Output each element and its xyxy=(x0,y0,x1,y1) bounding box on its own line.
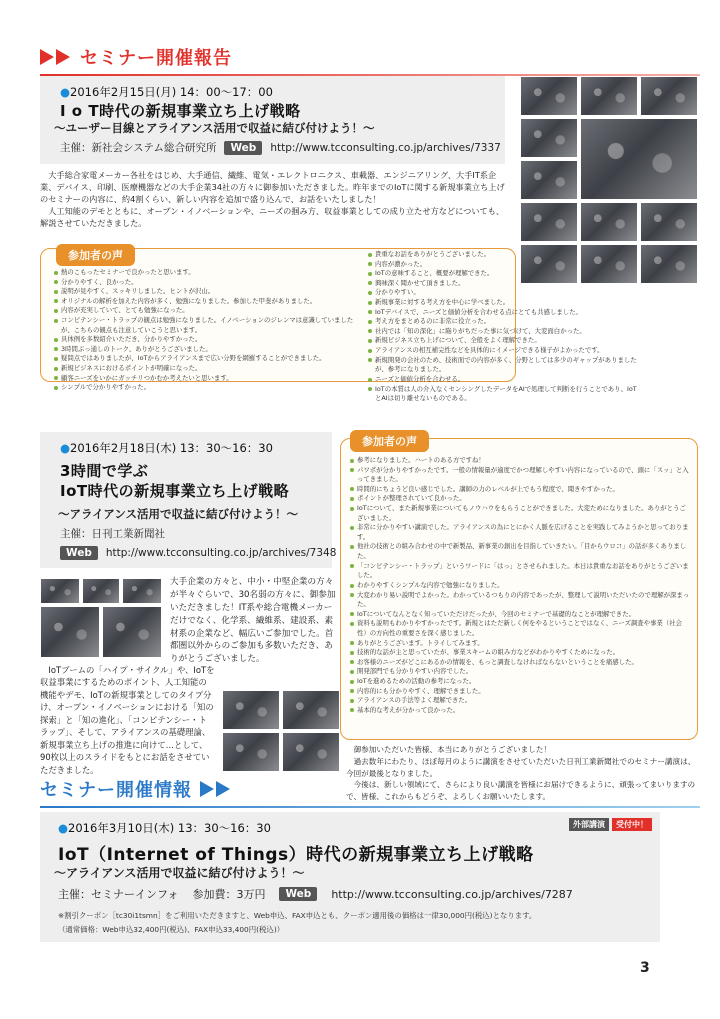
list-item: わかりやすくシンプルな内容で勉強になりました。 xyxy=(350,581,690,591)
list-item: ニーズと価値分析を合わせる。 xyxy=(368,375,638,385)
list-item: 時間的にちょうど良い感じでした。講師の力のレベルが上でもう程度で、聞きやすかった。 xyxy=(350,485,690,495)
event1-header-box xyxy=(40,76,505,164)
list-item: 開発部門でも分かりやすい内容でした。 xyxy=(350,667,690,677)
event-subtitle: ～ユーザー目線とアライアンス活用で収益に結び付けよう！～ xyxy=(54,121,375,135)
list-item: IoTについて、また新規事業についてもノウハウをもらうことができました。大変ためになりました。ありがとうございました。 xyxy=(350,504,690,523)
event2-body-right: 大手企業の方々と、中小・中堅企業の方々が半々ぐらいで、30名弱の方々に、御参加いただきました！IT系や総合電機メーカーだけでなく、化学系、繊維系、建設系、素材系の企業など、幅広いご参加でした。首都圏以外からのご参加も多数いただき、ありがとうございました。 xyxy=(170,577,336,665)
list-item: 分かりやすく、良かった。 xyxy=(54,278,354,288)
event-title-line1: 3時間で学ぶ xyxy=(60,462,149,480)
seminar-photo xyxy=(40,606,100,658)
external-tag: 外部講演 xyxy=(569,818,609,831)
list-item: 基本的な考えが分かって良かった。 xyxy=(350,706,690,716)
event2-photo-collage-2 xyxy=(222,690,342,774)
event1-voices-left xyxy=(54,268,354,393)
event-date: ●2016年2月15日(月) 14：00～17：00 xyxy=(60,85,273,99)
event2-header-box xyxy=(40,432,337,568)
arrow-icon xyxy=(200,781,214,797)
event-title: IoT（Internet of Things）時代の新規事業立ち上げ戦略 xyxy=(58,845,534,865)
bullet-icon: ● xyxy=(58,821,69,835)
event-host: 主催：日刊工業新聞社 xyxy=(60,528,165,540)
seminar-photo xyxy=(640,244,698,284)
list-item: 新規事業に対する考え方を中心に学べました。 xyxy=(368,298,638,308)
accepting-tag: 受付中！ xyxy=(612,818,652,831)
event1-body xyxy=(40,170,508,229)
event-title-line2: IoT時代の新規事業立ち上げ戦略 xyxy=(60,482,290,500)
event-url[interactable]: http://www.tcconsulting.co.jp/archives/7337 xyxy=(270,141,501,154)
seminar-photo xyxy=(122,578,162,604)
list-item: 新規ビジネス立ち上げについて、全般をよく理解できた。 xyxy=(368,336,638,346)
event3-box xyxy=(40,812,660,942)
price-note: （通常価格：Web申込32,400円(税込)、FAX申込33,400円(税込)） xyxy=(58,925,285,934)
list-item: コンピテンシー・トラップの観点は勉強になりました。イノベーションのジレンマは意識していましたが、こちらの観点も注意していこうと思います。 xyxy=(54,316,354,335)
list-item: 具体例を多数紹介いただき、分かりやすかった。 xyxy=(54,335,354,345)
seminar-photo xyxy=(520,118,578,158)
list-item: 新規開発の会社のため、技術面での内容が多く、分野としては多少のギャップがありましたが、参考になりました。 xyxy=(368,356,638,375)
voice-label: 参加者の声 xyxy=(56,244,135,266)
seminar-photo xyxy=(282,690,340,730)
list-item: 資料も説明もわかりやすかったです。新規とはただ新しく何をやるということではなく、ニーズ調査や事業（社会性）の方向性の重要さを深く感じました。 xyxy=(350,619,690,638)
seminar-photo xyxy=(640,76,698,116)
list-item: 顧客ニーズをいかにガッチリつかむか考えたいと思います。 xyxy=(54,374,354,384)
event-subtitle: ～アライアンス活用で収益に結び付けよう！～ xyxy=(58,507,299,521)
arrow-icon xyxy=(56,49,70,65)
list-item: IoTの本質は人の介入なくセンシングしたデータをAIで処理して判断を行うことであり、IoTとAIは切り離せないものである。 xyxy=(368,385,638,404)
list-item: 参考になりました。ハートのある方ですね！ xyxy=(350,456,690,466)
paragraph: 過去数年にわたり、ほぼ毎月のように講演をさせていただいた日刊工業新聞社でのセミナー講演は、今回が最後となりました。 xyxy=(346,756,696,778)
event-title: I o T時代の新規事業立ち上げ戦略 xyxy=(60,102,301,120)
list-item: 貴重なお話をありがとうございました。 xyxy=(368,250,638,260)
list-item: IoTについてなんとなく知っていただけだったが、今回のセミナーで基礎的なことが理解できた。 xyxy=(350,610,690,620)
list-item: IoTデバイスで、ニーズと価値分析を合わせる点にとても共感しました。 xyxy=(368,308,638,318)
bullet-icon: ● xyxy=(60,441,71,455)
section-title: セミナー開催報告 xyxy=(80,48,232,69)
seminar-photo xyxy=(520,160,578,200)
bullet-icon: ● xyxy=(60,85,71,99)
list-item: 「コンピテンシー・トラップ」というワードに「はっ」とさせられました。本日は貴重なお話をありがとうございました。 xyxy=(350,562,690,581)
paragraph: 人工知能のデモとともに、オープン・イノベーションや、ニーズの掴み方、収益事業としての成り立たせ方などについても、解説させていただきました。 xyxy=(40,205,505,228)
event2-voices xyxy=(350,456,690,715)
list-item: 大変わかり易い説明でよかった。わかっているつもりの内容であったが、整理して説明いただいたので理解が深まった。 xyxy=(350,591,690,610)
event-url[interactable]: http://www.tcconsulting.co.jp/archives/7287 xyxy=(331,887,573,901)
info-section-header xyxy=(40,776,700,808)
event3-tags xyxy=(569,818,652,831)
event-web xyxy=(60,546,336,560)
event-url[interactable]: http://www.tcconsulting.co.jp/archives/7348 xyxy=(105,547,337,559)
list-item: IoTを進めるための活動の参考になった。 xyxy=(350,677,690,687)
list-item: 社内では「知の深化」に陥りがちだった事に気づけて、大変面白かった。 xyxy=(368,327,638,337)
seminar-photo xyxy=(222,732,280,772)
event-date: ●2016年3月10日(木) 13：30～16：30 xyxy=(58,821,271,835)
seminar-photo xyxy=(40,578,80,604)
web-tag: Web xyxy=(224,141,262,155)
event1-voices-right xyxy=(368,250,638,404)
list-item: アライアンスの手法等よく理解できた。 xyxy=(350,696,690,706)
web-tag: Web xyxy=(279,887,317,901)
section-title: セミナー開催情報 xyxy=(40,780,192,801)
list-item: IoTの意味すること、概要が理解できた。 xyxy=(368,269,638,279)
list-item: ありがとうございます。トライしてみます。 xyxy=(350,639,690,649)
seminar-photo xyxy=(282,732,340,772)
list-item: 分かりやすい。 xyxy=(368,288,638,298)
seminar-photo xyxy=(580,76,638,116)
page-number: 3 xyxy=(640,960,650,976)
list-item: 疑問点ではありましたが、IoTからアライアンスまで広い分野を網羅することができました。 xyxy=(54,354,354,364)
list-item: 3時間ぶっ通しのトーク、ありがとうございました。 xyxy=(54,345,354,355)
seminar-photo xyxy=(580,118,698,200)
header-divider xyxy=(40,806,700,808)
list-item: 興味深く聞かせて頂きました。 xyxy=(368,279,638,289)
list-item: 考え方をまとめるのに非常に役立った。 xyxy=(368,317,638,327)
arrow-icon xyxy=(40,49,54,65)
web-tag: Web xyxy=(60,546,98,560)
voice-label: 参加者の声 xyxy=(350,430,429,452)
paragraph: 御参加いただいた皆様、本当にありがとうございました！ xyxy=(346,745,552,754)
list-item: 内容が充実していて、とても勉強になった。 xyxy=(54,306,354,316)
arrow-icon xyxy=(216,781,230,797)
event-subtitle: ～アライアンス活用で収益に結び付けよう！～ xyxy=(54,866,305,880)
event-fee: 参加費：3万円 xyxy=(192,888,266,901)
event2-photo-collage xyxy=(40,578,162,660)
seminar-photo xyxy=(520,76,578,116)
seminar-photo xyxy=(580,202,638,242)
paragraph: 今後は、新しい領域にて、さらにより良い講演を皆様にお届けできるように、頑張ってまいりますので、皆様、これからもどうぞ、よろしくお願いいたします。 xyxy=(346,780,696,802)
paragraph: 大手総合家電メーカー各社をはじめ、大手通信、繊維、電気・エレクトロニクス、車載器、エンジニアリング、大手IT系企業、デバイス、印刷、医療機器などの大手企業34社の方々に御参加いただきました。昨年までのIoTに関する新規事業立ち上げのセミナーの内容に、約4割くらい、新しい内容を追加で盛り込んで、お話をいたしました！ xyxy=(40,170,505,204)
list-item: アライアンスの相互補完性などを具体的にイメージできる様子がよかったです。 xyxy=(368,346,638,356)
seminar-photo xyxy=(102,606,162,658)
event-host: 主催：新社会システム総合研究所 Web http://www.tcconsulting.co.jp/archives/7337 xyxy=(60,141,501,154)
report-section-header xyxy=(40,44,700,76)
event2-body-full: IoTブームの「ハイプ・サイクル」や、IoTを収益事業にするためのポイント、人工知能の機能やデモ、IoTの新規事業としてのタイプ分け、オープン・イノベーションにおける「知の探索」と「知の進化」、「コンピテンシー・トラップ」、そして、アライアンスの基礎理論、新規事業立ち上げの推進に向けて…として、90枚以上のスライドをもとにお話をさせていただきました。 xyxy=(40,665,215,775)
list-item: 熱のこもったセミナーで良かったと思います。 xyxy=(54,268,354,278)
event-date: ●2016年2月18日(木) 13：30～16：30 xyxy=(60,441,273,455)
event-host: 主催：セミナーインフォ 参加費：3万円 Web http://www.tcconsulting.co.jp/archives/7287 xyxy=(58,887,573,901)
list-item: 非常に分かりやすい講演でした。アライアンスの為にとにかく人脈を広げることを実践してみようかと思っております。 xyxy=(350,523,690,542)
list-item: 他社の技術との組み合わせの中で新製品、新事業の創出を目指していきたい。「目からウロコ」の話が多くありました。 xyxy=(350,542,690,561)
coupon-note: ※割引クーポン［tc30i1tsmn］をご利用いただきますと、Web申込、FAX申込とも、クーポン適用後の価格は一律30,000円(税込)となります。 xyxy=(58,911,537,920)
list-item: 新規ビジネスにおけるポイントが明確になった。 xyxy=(54,364,354,374)
list-item: お客様のニーズがどこにあるかの情報を、もっと調査しなければならないということを痛感した。 xyxy=(350,658,690,668)
seminar-photo xyxy=(520,202,578,242)
seminar-photo xyxy=(222,690,280,730)
list-item: 内容的にも分かりやすく、理解できました。 xyxy=(350,687,690,697)
list-item: ポイントが整理されていて良かった。 xyxy=(350,494,690,504)
list-item: オリジナルの解析を加えた内容が多く、勉強になりました。参加した甲斐がありました。 xyxy=(54,297,354,307)
list-item: パワポが分かりやすかったです。一般の情報量が適度でかつ理解しやすい内容になっているので、頭に「スッ」と入ってきました。 xyxy=(350,466,690,485)
list-item: シンプルで分かりやすかった。 xyxy=(54,383,354,393)
list-item: 内容が濃かった。 xyxy=(368,260,638,270)
list-item: 説明が見やすく、スッキリしました。ヒントが沢山。 xyxy=(54,287,354,297)
list-item: 技術的な話が主と思っていたが、事業スキームの組み方などがわかりやすくためになった。 xyxy=(350,648,690,658)
seminar-photo xyxy=(82,578,120,604)
seminar-photo xyxy=(640,202,698,242)
